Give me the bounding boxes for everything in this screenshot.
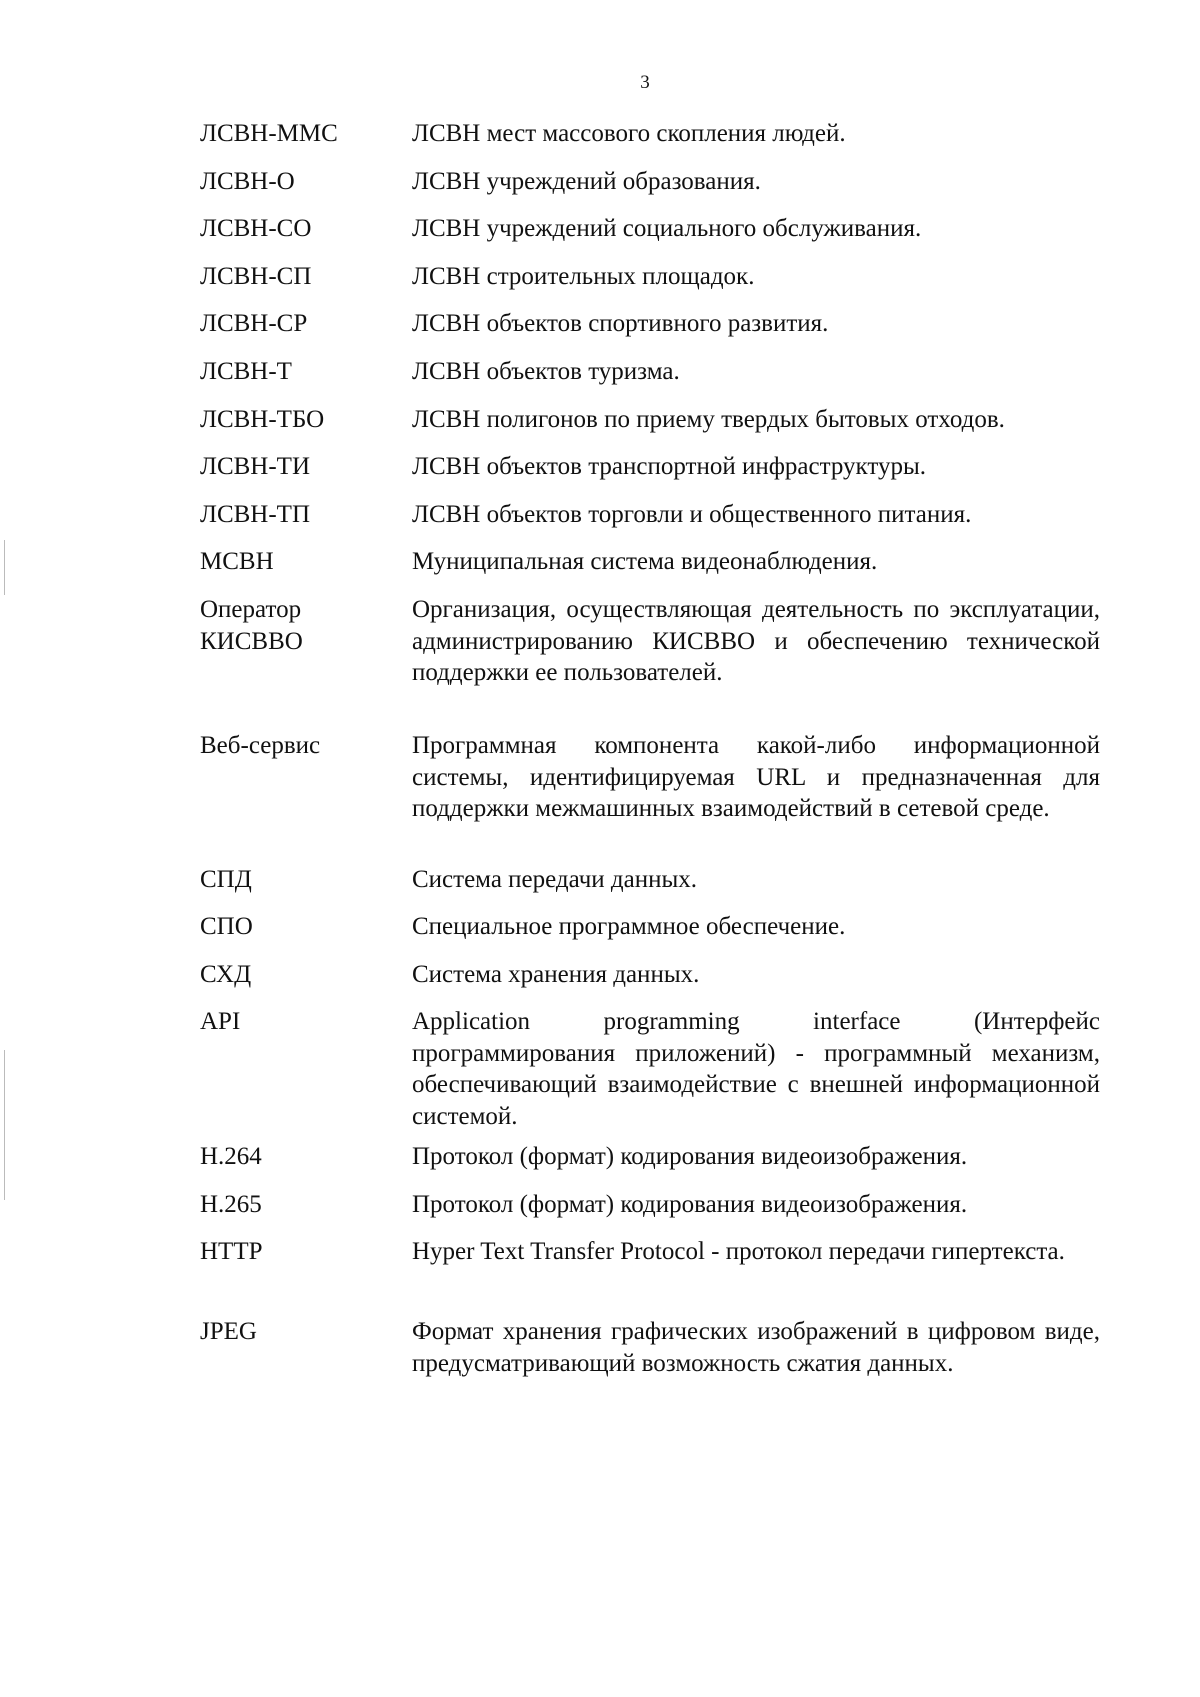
glossary-definition: ЛСВН объектов торговли и общественного питания. [412, 501, 972, 528]
glossary-definition: Специальное программное обеспечение. [412, 913, 846, 940]
glossary-term: ЛСВН-СО [200, 215, 312, 242]
glossary-term: МСВН [200, 548, 274, 575]
glossary-term: ЛСВН-ТБО [200, 406, 325, 433]
glossary-definition: Hyper Text Transfer Protocol - протокол передачи гипертекста. [412, 1238, 1065, 1265]
glossary-definition: Организация, осуществляющая деятельность по эксплуатации, администрированию КИСВВО и обеспечению технической поддержки ее пользователей. [412, 596, 1100, 686]
glossary-definition: ЛСВН объектов спортивного развития. [412, 310, 829, 337]
glossary-term: Оператор КИСВВО [200, 596, 303, 655]
glossary-definition: Application programming interface (Интерфейс программирования приложений) - программный механизм, обеспечивающий взаимодействие с внешней информационной системой. [412, 1008, 1100, 1130]
glossary-definition: ЛСВН объектов туризма. [412, 358, 680, 385]
glossary-term: H.265 [200, 1191, 262, 1218]
glossary-term: ЛСВН-ТИ [200, 453, 311, 480]
glossary-definition: Протокол (формат) кодирования видеоизображения. [412, 1143, 968, 1170]
page-number: 3 [640, 72, 650, 93]
glossary-definition: ЛСВН строительных площадок. [412, 263, 755, 290]
glossary-term: ЛСВН-СП [200, 263, 312, 290]
glossary-term: API [200, 1008, 241, 1035]
glossary-term: ЛСВН-ММС [200, 120, 338, 147]
scan-margin-mark [4, 540, 5, 595]
glossary-term: СХД [200, 961, 252, 988]
glossary-term: ЛСВН-О [200, 168, 295, 195]
glossary-definition: Муниципальная система видеонаблюдения. [412, 548, 878, 575]
glossary-term: ЛСВН-Т [200, 358, 292, 385]
glossary-term: H.264 [200, 1143, 262, 1170]
glossary-definition: Формат хранения графических изображений в цифровом виде, предусматривающий возможность сжатия данных. [412, 1318, 1100, 1377]
glossary-definition: Протокол (формат) кодирования видеоизображения. [412, 1191, 968, 1218]
glossary-definition: ЛСВН учреждений социального обслуживания. [412, 215, 922, 242]
glossary-definition: Система передачи данных. [412, 866, 698, 893]
glossary-definition: ЛСВН мест массового скопления людей. [412, 120, 846, 147]
glossary-term: СПО [200, 913, 253, 940]
glossary-term: JPEG [200, 1318, 257, 1345]
glossary-definition: Система хранения данных. [412, 961, 700, 988]
glossary-definition: Программная компонента какой-либо информационной системы, идентифицируемая URL и предназначенная для поддержки межмашинных взаимодействий в сетевой среде. [412, 732, 1100, 822]
glossary-term: Веб-сервис [200, 732, 321, 759]
glossary-definition: ЛСВН полигонов по приему твердых бытовых отходов. [412, 406, 1005, 433]
scan-margin-mark [4, 1050, 5, 1200]
glossary-term: ЛСВН-ТП [200, 501, 311, 528]
glossary-term: ЛСВН-СР [200, 310, 308, 337]
glossary-definition: ЛСВН объектов транспортной инфраструктуры. [412, 453, 926, 480]
glossary-definition: ЛСВН учреждений образования. [412, 168, 761, 195]
glossary-term: HTTP [200, 1238, 263, 1265]
glossary-term: СПД [200, 866, 252, 893]
